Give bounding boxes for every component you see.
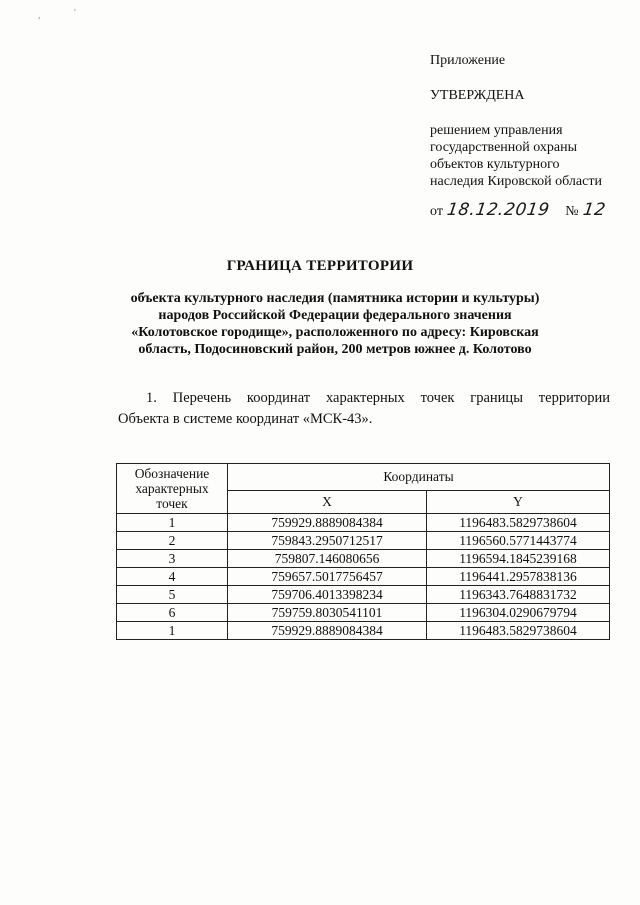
y-cell: 1196560.5771443774 [427,532,610,550]
y-cell: 1196594.1845239168 [427,550,610,568]
approval-block [430,48,635,220]
x-cell: 759706.4013398234 [228,586,427,604]
subtitle-line: «Колотовское городище», расположенного по адресу: Кировская [131,325,539,340]
header-line: точек [156,496,188,511]
paragraph-line: Объекта в системе координат «МСК-43». [118,411,373,427]
x-cell: 759807.146080656 [228,550,427,568]
subtitle-line: объекта культурного наследия (памятника истории и культуры) [130,291,540,306]
table-row [117,550,610,568]
coordinates-table [116,463,610,640]
header-line: Обозначение [134,466,210,481]
y-cell: 1196441.2957838136 [427,568,610,586]
point-cell: 3 [117,550,228,568]
table-row [117,586,610,604]
header-line: характерных [135,481,209,496]
x-cell: 759843.2950712517 [228,532,427,550]
coordinates-paragraph [118,388,610,430]
decision-line: наследия Кировской области [430,174,602,189]
scan-mark: , [38,10,41,21]
table-row [117,568,610,586]
approved-label: УТВЕРЖДЕНА [430,88,525,103]
y-header: Y [427,490,610,513]
x-cell: 759929.8889084384 [228,514,427,532]
scan-mark: ' [74,8,76,19]
x-cell: 759759.8030541101 [228,604,427,622]
date-prefix: от [430,204,443,219]
x-header: X [228,490,427,513]
decision-text [430,122,635,190]
decision-line: решением управления [430,123,563,138]
table-row [117,514,610,532]
point-cell: 2 [117,532,228,550]
handwritten-number: 12 [581,200,607,220]
point-cell: 4 [117,568,228,586]
document-title: ГРАНИЦА ТЕРРИТОРИИ [226,258,414,274]
designation-header [117,464,228,514]
subtitle-line: народов Российской Федерации федерального значения [158,308,512,323]
decision-line: объектов культурного [430,157,560,172]
date-number-line [430,202,635,220]
y-cell: 1196304.0290679794 [427,604,610,622]
number-sign: № [565,204,579,219]
x-cell: 759657.5017756457 [228,568,427,586]
table-row [117,532,610,550]
x-cell: 759929.8889084384 [228,622,427,640]
subtitle-line: область, Подосиновский район, 200 метров южнее д. Колотово [138,342,532,357]
handwritten-date: 18.12.2019 [445,200,551,220]
table-row [117,622,610,640]
coordinates-header: Координаты [228,464,610,491]
decision-line: государственной охраны [430,140,578,155]
point-cell: 5 [117,586,228,604]
appendix-label: Приложение [430,53,506,68]
table-row [117,604,610,622]
point-cell: 6 [117,604,228,622]
y-cell: 1196483.5829738604 [427,622,610,640]
y-cell: 1196343.7648831732 [427,586,610,604]
object-description [130,290,540,358]
paragraph-line: 1. Перечень координат характерных точек границы территории [146,390,610,406]
point-cell: 1 [117,622,228,640]
y-cell: 1196483.5829738604 [427,514,610,532]
point-cell: 1 [117,514,228,532]
